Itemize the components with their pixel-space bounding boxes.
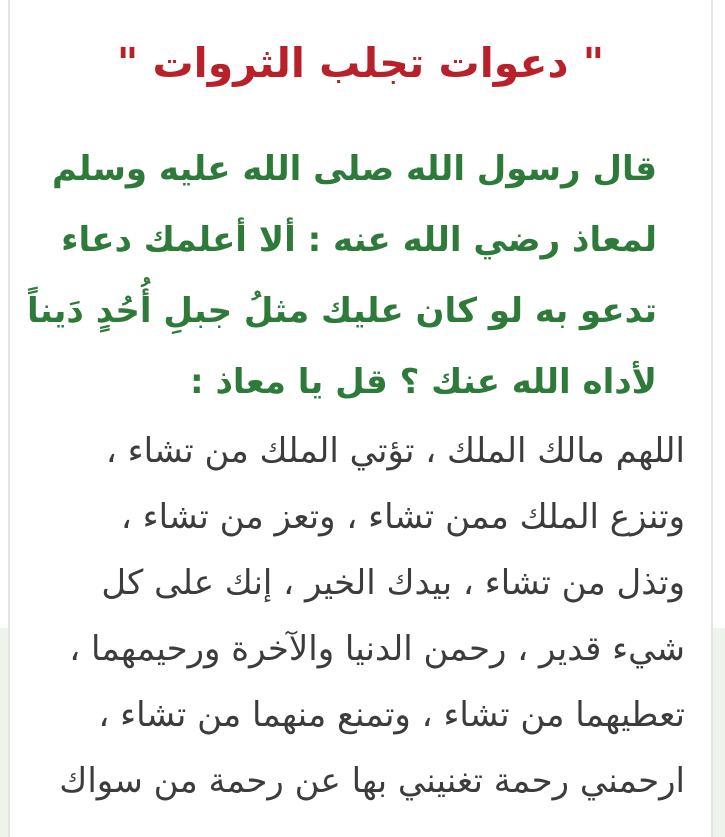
hadith-intro <box>27 134 657 418</box>
dua-line: وتنزع الملك ممن تشاء ، وتعز من تشاء ، <box>120 497 685 537</box>
dua-text <box>25 418 685 814</box>
intro-line: تدعو به لو كان عليك مثلُ جبلِ أُحُدٍ دَيناً <box>27 291 657 331</box>
dua-line: تعطيهما من تشاء ، وتمنع منهما من تشاء ، <box>98 695 685 735</box>
intro-line: قال رسول الله صلى الله عليه وسلم <box>51 149 657 189</box>
content-card <box>8 0 713 837</box>
page-title: " دعوات تجلب الثروات " <box>116 39 605 87</box>
dua-line: وتذل من تشاء ، بيدك الخير ، إنك على كل <box>101 563 685 603</box>
dua-line: اللهم مالك الملك ، تؤتي الملك من تشاء ، <box>105 431 685 471</box>
dua-line: شيء قدير ، رحمن الدنيا والآخرة ورحيمهما ، <box>69 629 685 669</box>
dua-line: ارحمني رحمة تغنيني بها عن رحمة من سواك <box>59 761 685 801</box>
intro-line: لمعاذ رضي الله عنه : ألا أعلمك دعاء <box>61 220 657 260</box>
intro-line: لأداه الله عنك ؟ قل يا معاذ : <box>190 362 657 402</box>
